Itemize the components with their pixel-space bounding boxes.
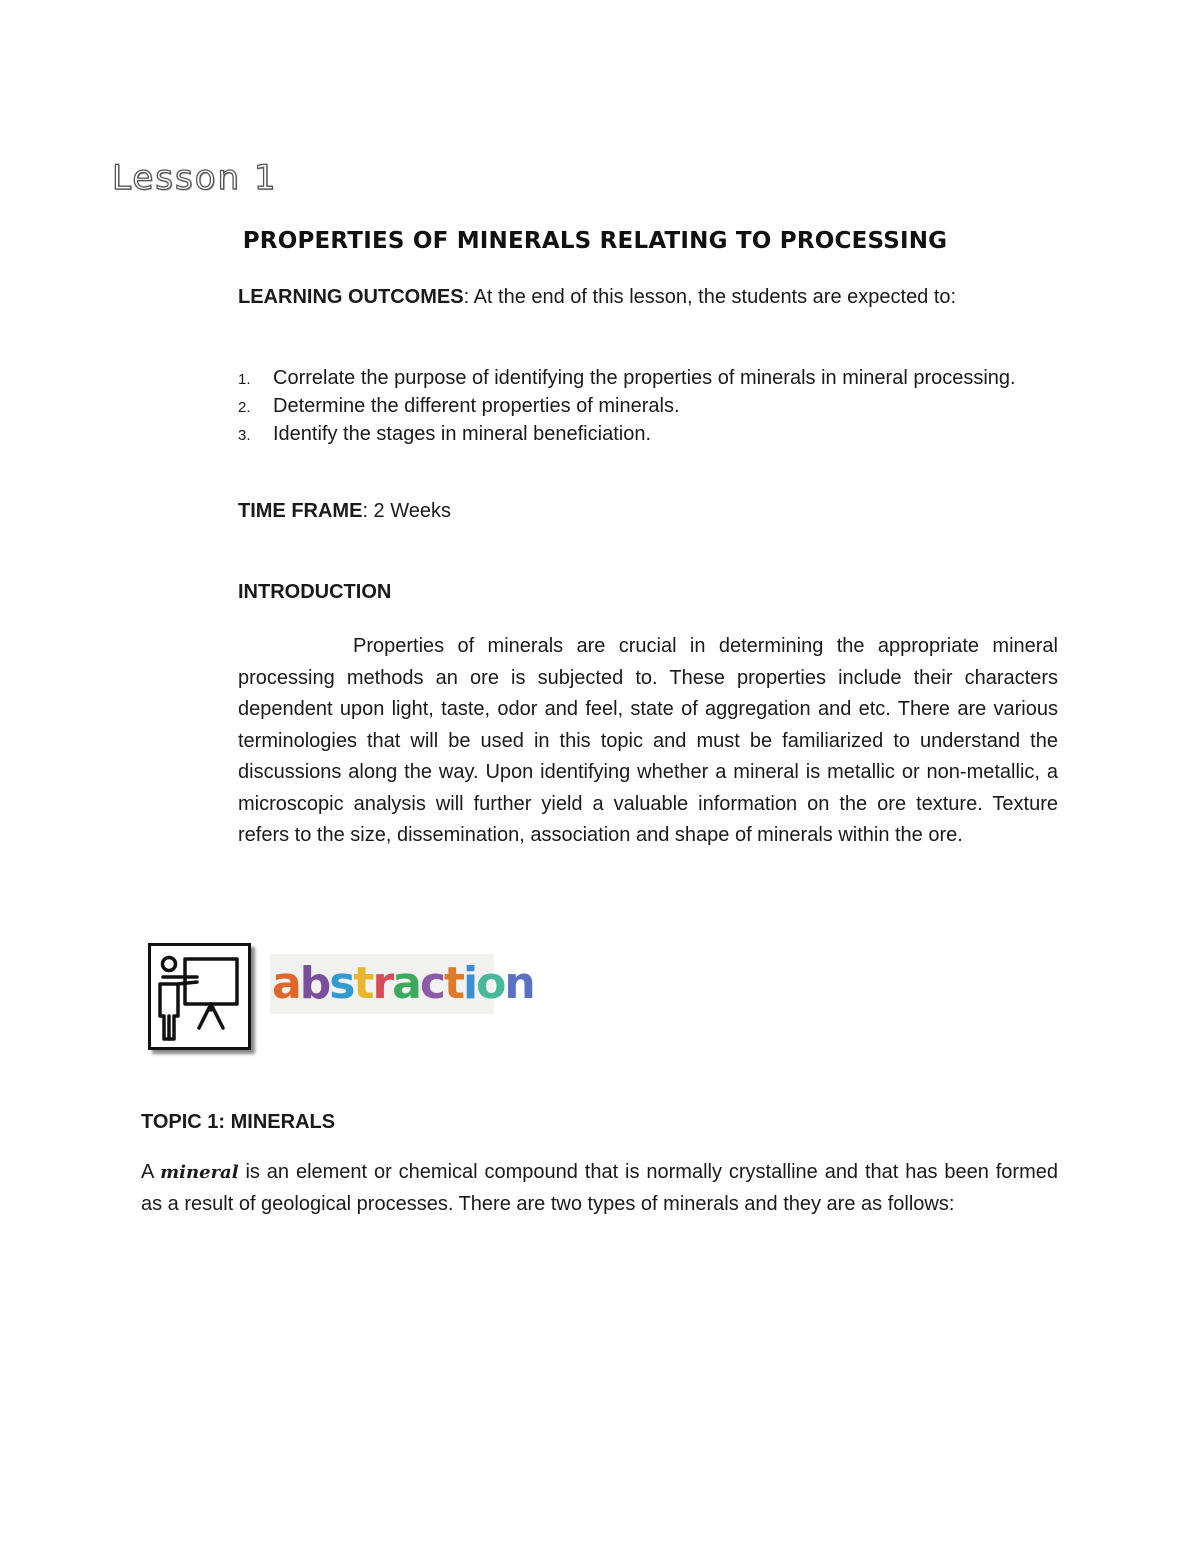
abstraction-banner [270,954,534,1014]
abstraction-letter: b [299,958,330,1009]
abstraction-letter: i [463,958,477,1009]
learning-outcomes-label: LEARNING OUTCOMES [238,286,464,308]
abstraction-letter: t [353,958,373,1009]
abstraction-letter: a [272,958,300,1009]
list-item-text: Determine the different properties of minerals. [273,395,680,417]
list-item [238,392,1038,420]
mineral-term: mineral [160,1162,239,1183]
list-number: 2. [238,399,251,416]
abstraction-letter: c [419,958,444,1009]
list-number: 1. [238,371,251,388]
learning-outcomes-list [238,364,1038,448]
time-frame-label: TIME FRAME [238,500,363,522]
abstraction-letter: a [392,958,420,1009]
topic-1-prefix: A [141,1161,161,1183]
abstraction-letter: s [329,958,354,1009]
teacher-presentation-icon [148,943,251,1050]
learning-outcomes-paragraph [238,283,1006,311]
time-frame [238,497,1058,525]
list-item-text: Correlate the purpose of identifying the properties of minerals in mineral processing. [273,367,1016,389]
abstraction-letter: r [372,958,393,1009]
list-number: 3. [238,427,251,444]
topic-1-heading: TOPIC 1: MINERALS [141,1111,336,1133]
list-item [238,364,1038,392]
list-item-text: Identify the stages in mineral beneficiation. [273,423,651,445]
lesson-title: Lesson 1 [112,158,278,198]
learning-outcomes-text: : At the end of this lesson, the students are expected to: [463,286,957,308]
introduction-heading: INTRODUCTION [238,581,392,603]
introduction-body: Properties of minerals are crucial in determining the appropriate mineral processing methods an ore is subjected to. These properties include their characters dependent upon light, taste, odor and feel, state of aggregation and etc. There are various terminologies that will be used in this topic and must be familiarized to understand the discussions along the way. Upon identifying whether a mineral is metallic or non-metallic, a microscopic analysis will further yield a valuable information on the ore texture. Texture refers to the size, dissemination, association and shape of minerals within the ore. [238,635,1058,846]
abstraction-letter: t [443,958,463,1009]
main-title: PROPERTIES OF MINERALS RELATING TO PROCESSING [242,228,948,254]
abstraction-letter: o [476,958,505,1009]
time-frame-value: : 2 Weeks [362,500,451,522]
topic-1-body [141,1157,1058,1220]
abstraction-letter: n [504,958,534,1009]
topic-1-text: is an element or chemical compound that is normally crystalline and that has been formed as a result of geological processes. There are two types of minerals and they are as follows: [141,1161,1059,1215]
list-item [238,420,1038,448]
